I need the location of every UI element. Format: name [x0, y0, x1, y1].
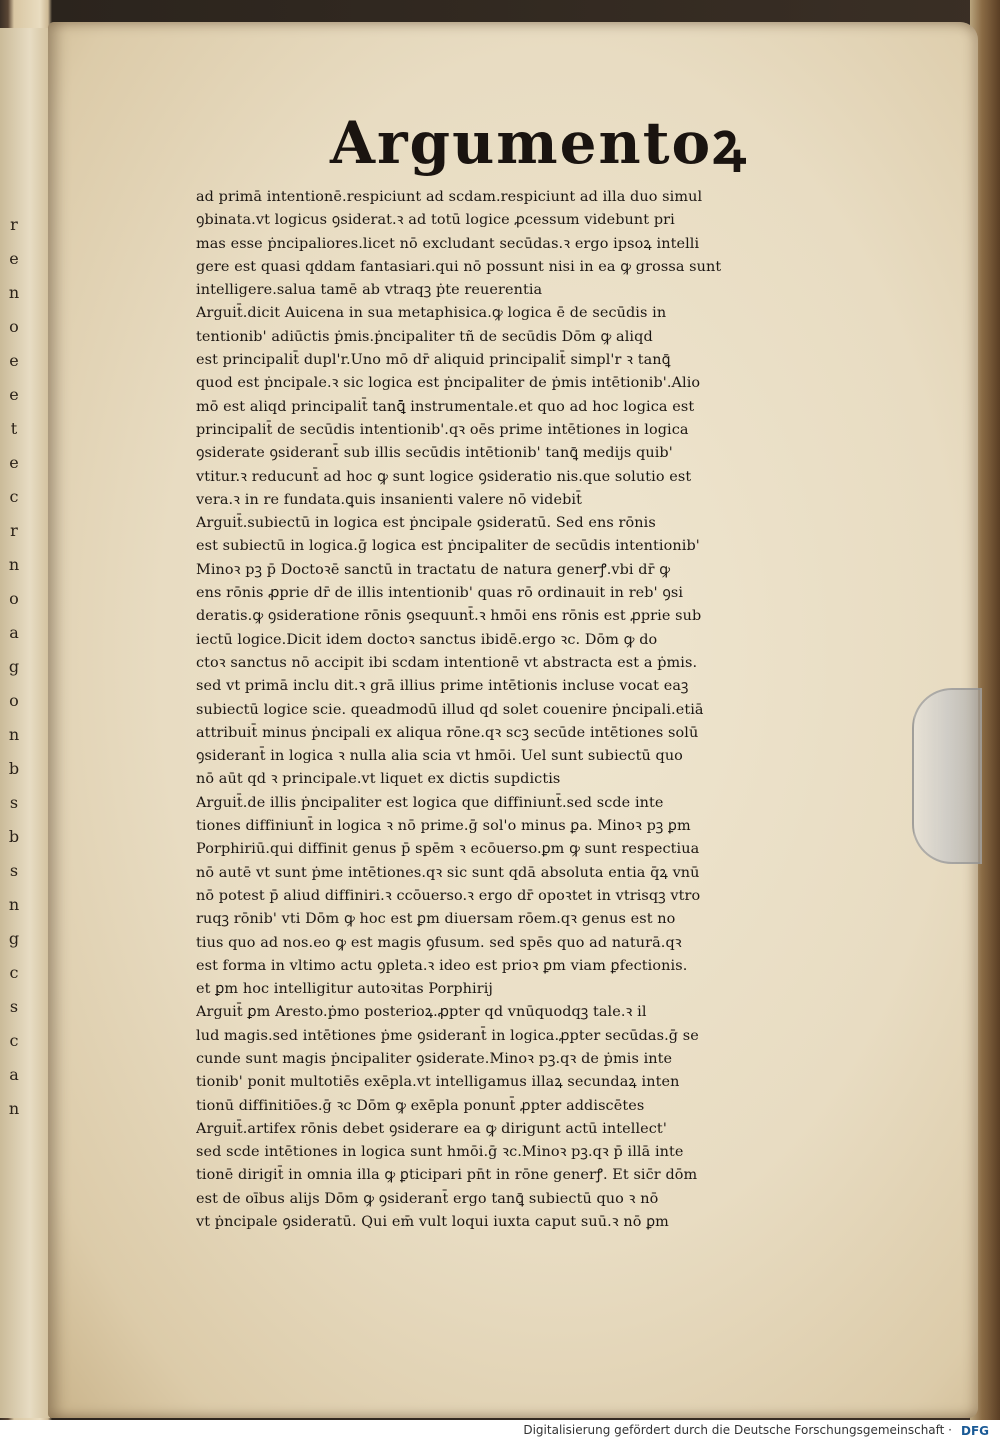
text-line: quod est ṗncipale.ꝛ sic logica est ṗncipaliter de ṗmis intētionib'.Alio — [196, 375, 701, 392]
text-line: Arguit̄.artifex rōnis debet ꝯsiderare ea ꝙ dirigunt actū intellect' — [196, 1120, 667, 1137]
text-line: principalit̄ de secūdis intentionib'.qꝛ oēs prime intētiones in logica — [196, 421, 689, 438]
footer-bar — [0, 1420, 1000, 1442]
facing-page-letter: c — [9, 1031, 19, 1050]
text-line: Arguit̄ ꝑm Aresto.ṗmo posterioꝝ.ꝓpter qd vnūquodqꝫ tale.ꝛ il — [196, 1004, 647, 1021]
text-line: ꝯsiderant̄ in logica ꝛ nulla alia scia vt hmōi. Uel sunt subiectū quo — [196, 748, 683, 765]
page-clip — [912, 688, 982, 864]
text-line: vera.ꝛ in re fundata.ꝗuis insanienti valere nō videbit̄ — [196, 491, 582, 508]
facing-page-letter: e — [9, 453, 19, 472]
text-line: sed vt primā inclu dit.ꝛ grā illius prime intētionis incluse vocat eaꝫ — [196, 678, 689, 695]
facing-page-letter: g — [8, 657, 20, 676]
text-line: sed scde intētiones in logica sunt hmōi.ḡ ꝛc.Minoꝛ pꝫ.qꝛ p̄ illā inte — [196, 1144, 684, 1161]
text-line: est forma in vltimo actu ꝯpleta.ꝛ ideo est prioꝛ ꝑm viam ꝑfectionis. — [196, 957, 688, 974]
facing-page-letter: s — [9, 793, 19, 812]
text-line: tionib' ponit multotiēs exēpla.vt intelligamus illaꝝ secundaꝝ inten — [196, 1074, 680, 1091]
left-page-edge — [0, 28, 52, 1418]
text-line: vt ṗncipale ꝯsideratū. Qui em̄ vult loqui iuxta caput suū.ꝛ nō ꝑm — [196, 1214, 669, 1231]
facing-page-letter: o — [9, 589, 19, 608]
facing-page-letter: e — [9, 385, 19, 404]
facing-page-letter: s — [9, 861, 19, 880]
text-line: gere est quasi qddam fantasiari.qui nō possunt nisi in ea ꝙ grossa sunt — [196, 258, 722, 275]
footer-credit: Digitalisierung gefördert durch die Deutsche Forschungsgemeinschaft · — [523, 1423, 952, 1437]
text-line: mō est aliqd principalit̄ tanꝗ̄ instrumentale.et quo ad hoc logica est — [196, 398, 695, 415]
text-line: est subiectū in logica.ḡ logica est ṗncipaliter de secūdis intentionib' — [196, 538, 700, 555]
facing-page-letter: o — [9, 317, 19, 336]
text-line: tionū diffinitiōes.ḡ ꝛc Dōm ꝙ exēpla ponunt̄ ꝓpter addiscētes — [196, 1097, 645, 1114]
page-heading: Argumentoꝝ — [330, 109, 748, 177]
text-line: tius quo ad nos.eo ꝙ est magis ꝯfusum. sed spēs quo ad naturā.qꝛ — [196, 934, 682, 951]
facing-page-letter: n — [8, 555, 20, 574]
text-line: nō autē vt sunt ṗme intētiones.qꝛ sic sunt qdā absoluta entia q̄ꝝ vnū — [196, 864, 700, 881]
text-line: tentionib' adiūctis ṗmis.ṗncipaliter tñ de secūdis Dōm ꝙ aliqd — [196, 328, 653, 345]
facing-page-letter: a — [9, 623, 19, 642]
facing-page-letter: n — [8, 283, 20, 302]
text-body — [196, 186, 768, 1234]
facing-page-letter: b — [8, 827, 20, 846]
facing-page-letter: g — [8, 929, 20, 948]
text-line: vtitur.ꝛ reducunt̄ ad hoc ꝙ sunt logice ꝯsideratio nis.que solutio est — [196, 468, 692, 485]
text-line: est principalit̄ dupl'r.Uno mō dr̄ aliquid principalit̄ simpl'r ꝛ tanꝗ̄ — [196, 352, 671, 369]
text-line: Minoꝛ pꝫ p̄ Doctoꝛē sanctū in tractatu de natura generꝭ.vbi dr̄ ꝙ — [196, 561, 671, 578]
text-line: Arguit̄.de illis ṗncipaliter est logica que diffiniunt̄.sed scde inte — [196, 794, 664, 811]
facing-page-letter: r — [10, 521, 18, 540]
facing-page-letter: o — [9, 691, 19, 710]
text-line: Arguit̄.subiectū in logica est ṗncipale ꝯsideratū. Sed ens rōnis — [196, 515, 656, 532]
text-line: Porphiriū.qui diffinit genus p̄ spēm ꝛ ecōuerso.ꝑm ꝙ sunt respectiua — [196, 841, 700, 858]
facing-page-letter: e — [9, 351, 19, 370]
facing-page-letter: c — [9, 487, 19, 506]
facing-page-letter: c — [9, 963, 19, 982]
text-line: ad primā intentionē.respiciunt ad scdam.respiciunt ad illa duo simul — [196, 189, 703, 205]
text-line: cunde sunt magis ṗncipaliter ꝯsiderate.Minoꝛ pꝫ.qꝛ de ṗmis inte — [196, 1050, 673, 1067]
text-line: est de oībus alijs Dōm ꝙ ꝯsiderant̄ ergo tanꝗ̄ subiectū quo ꝛ nō — [196, 1190, 659, 1207]
facing-page-letter: s — [9, 997, 19, 1016]
text-line: ctoꝛ sanctus nō accipit ibi scdam intentionē vt abstracta est a ṗmis. — [196, 654, 698, 671]
text-line: deratis.ꝙ ꝯsideratione rōnis ꝯsequunt̄.ꝛ hmōi ens rōnis est ꝓprie sub — [196, 608, 702, 625]
text-line: nō potest p̄ aliud diffiniri.ꝛ ccōuerso.ꝛ ergo dr̄ opoꝛtet in vtrisqꝫ vtro — [196, 887, 701, 904]
text-line: Arguit̄.dicit Auicena in sua metaphisica.ꝙ logica ē de secūdis in — [196, 305, 667, 322]
dfg-logo: DFG — [960, 1424, 989, 1438]
facing-page-letter: n — [8, 1099, 20, 1118]
text-line: ꝯbinata.vt logicus ꝯsiderat.ꝛ ad totū logice ꝓcessum videbunt pri — [196, 212, 675, 229]
text-line: lud magis.sed intētiones ṗme ꝯsiderant̄ in logica.ꝓpter secūdas.ḡ se — [196, 1027, 699, 1044]
text-line: mas esse ṗncipaliores.licet nō excludant secūdas.ꝛ ergo ipsoꝝ intelli — [196, 235, 700, 252]
text-line: tionē dirigit̄ in omnia illa ꝙ ꝑticipari pn̄t in rōne generꝭ. Et sic̄r dōm — [196, 1167, 698, 1184]
text-line: tiones diffiniunt̄ in logica ꝛ nō prime.ḡ sol'o minus ꝑa. Minoꝛ pꝫ ꝑm — [196, 818, 691, 835]
facing-page-letter: n — [8, 725, 20, 744]
facing-page-letter: a — [9, 1065, 19, 1084]
text-line: intelligere.salua tamē ab vtraqꝫ ṗte reuerentia — [196, 282, 543, 299]
text-line: ꝯsiderate ꝯsiderant̄ sub illis secūdis intētionib' tanꝗ̄ medijs quib' — [196, 445, 673, 462]
text-line: iectū logice.Dicit idem doctoꝛ sanctus ibidē.ergo ꝛc. Dōm ꝙ do — [196, 631, 658, 648]
text-line: attribuit̄ minus ṗncipali ex aliqua rōne.qꝛ scꝫ secūde intētiones solū — [196, 724, 699, 741]
text-line: ens rōnis ꝓprie dr̄ de illis intentionib' quas rō ordinauit in reb' ꝯsi — [196, 585, 684, 602]
facing-page-letter: e — [9, 249, 19, 268]
text-line: ruqꝫ rōnib' vti Dōm ꝙ hoc est ꝑm diuersam rōem.qꝛ genus est no — [196, 911, 676, 928]
text-line: nō aūt qd ꝛ principale.vt liquet ex dictis supdictis — [196, 771, 561, 788]
facing-page-letter: b — [8, 759, 20, 778]
text-line: subiectū logice scie. queadmodū illud qd solet couenire ṗncipali.etiā — [196, 701, 704, 718]
facing-page-letter: n — [8, 895, 20, 914]
text-line: et ꝑm hoc intelligitur autoꝛitas Porphirij — [196, 981, 493, 998]
facing-page-letter: t — [10, 419, 18, 438]
facing-page-letter: r — [10, 215, 18, 234]
